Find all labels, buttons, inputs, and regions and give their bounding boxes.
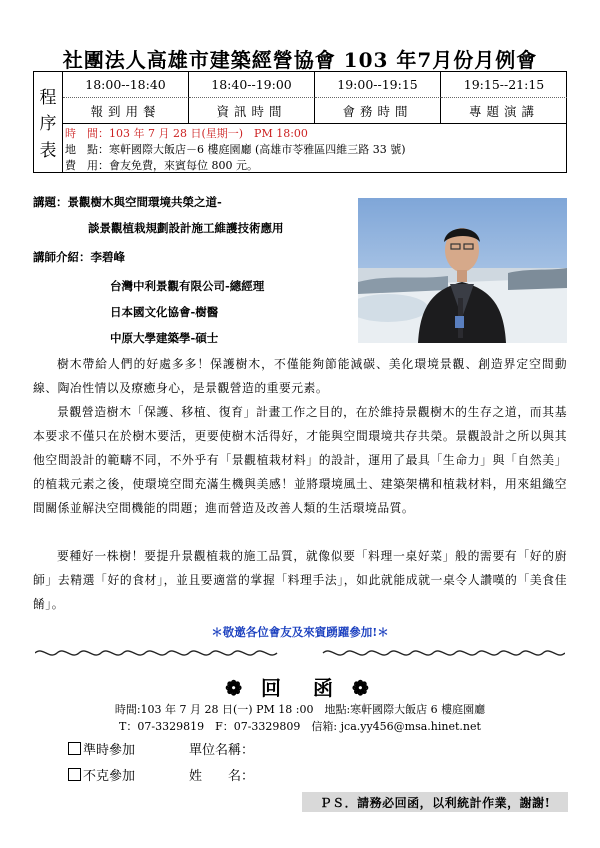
schedule-time-3: 19:00--19:15 [315,72,441,98]
schedule-table [33,71,567,173]
ornamental-divider [35,644,565,662]
speaker-credential: 日本國文化協會-樹醫 [110,305,219,319]
reply-form-title: ❁ 回 函 ❁ [225,676,375,700]
unit-name-label: 單位名稱： [189,743,255,758]
attend-row [68,739,454,758]
absent-checkbox[interactable] [68,768,81,781]
schedule-item-2: 資訊時間 [189,98,315,124]
event-fee: 費 用：會友免費，來賓每位 800 元。 [65,159,258,172]
flower-icon: ❁ [339,676,375,700]
schedule-time-1: 18:00--18:40 [63,72,189,98]
invitation-note: ＊敬邀各位會友及來賓踴躍參加!＊ [211,625,389,639]
talk-subtopic: 談景觀植栽規劃設計施工維護技術應用 [88,221,284,235]
schedule-time-2: 18:40--19:00 [189,72,315,98]
absent-label: 不克參加 [83,769,136,784]
flower-icon: ❁ [225,676,261,700]
paragraph-3: 要種好一株樹！要提升景觀植栽的施工品質，就像似要「料理一桌好菜」般的需要有「好的廚師」去精選「好的食材」，並且要適當的掌握「料理手法」，如此就能成就一桌令人讚嘆的「美食佳餚」。 [33,549,567,611]
absent-row [68,765,454,784]
schedule-item-1: 報到用餐 [63,98,189,124]
speaker-photo [358,198,567,343]
talk-topic: 講題：景觀樹木與空間環境共榮之道- [33,195,222,209]
event-time: 時 間：103 年 7 月 28 日(星期一) PM 18:00 [65,127,308,140]
reply-time-place: 時間:103 年 7 月 28 日(一) PM 18 :00 地點:寒軒國際大飯店 6 樓庭園廳 [114,703,486,716]
schedule-time-4: 19:15--21:15 [441,72,567,98]
event-info [63,124,566,172]
page-title: 社團法人高雄市建築經營協會 103 年7月份月例會 [62,48,538,72]
speaker-credential: 中原大學建築學-碩士 [110,331,219,345]
name-label: 姓 名： [189,769,255,784]
schedule-item-3: 會務時間 [315,98,441,124]
ps-note: ＰＳ．請務必回函，以利統計作業，謝謝! [302,792,568,812]
paragraph-1: 樹木帶給人們的好處多多！保護樹木，不僅能夠節能減碳、美化環境景觀、創造界定空間動線、陶冶性情以及療癒身心，是景觀營造的重要元素。 [33,357,567,395]
schedule-side-label: 程 序 表 [34,72,63,172]
speaker-intro: 講師介紹：李碧峰 [33,250,125,264]
attend-checkbox[interactable] [68,742,81,755]
paragraph-2: 景觀營造樹木「保護、移植、復育」計畫工作之目的，在於維持景觀樹木的生存之道，而其基本要求不僅只在於樹木要活，更要使樹木活得好，才能與空間環境共存共榮。景觀設計之所以與其他空間設計的範疇不同，不外乎有「景觀植栽材料」的設計，運用了最具「生命力」與「自然美」的植栽元素之後，使環境空間充滿生機與美感！並將環境風土、建築架構和植栽材料，用來組織空間關係並解決空間機能的問題；進而營造及改善人類的生活環境品質。 [33,405,567,515]
event-place: 地 點：寒軒國際大飯店－6 樓庭園廳 (高雄市苓雅區四維三路 33 號) [65,143,406,156]
speaker-credential: 台灣中利景觀有限公司-總經理 [110,279,265,293]
schedule-item-4: 專題演講 [441,98,567,124]
attend-label: 準時參加 [83,743,136,758]
reply-contact: T：07-3329819 F：07-3329809 信箱: jca.yy456@msa.hinet.net [119,720,481,733]
